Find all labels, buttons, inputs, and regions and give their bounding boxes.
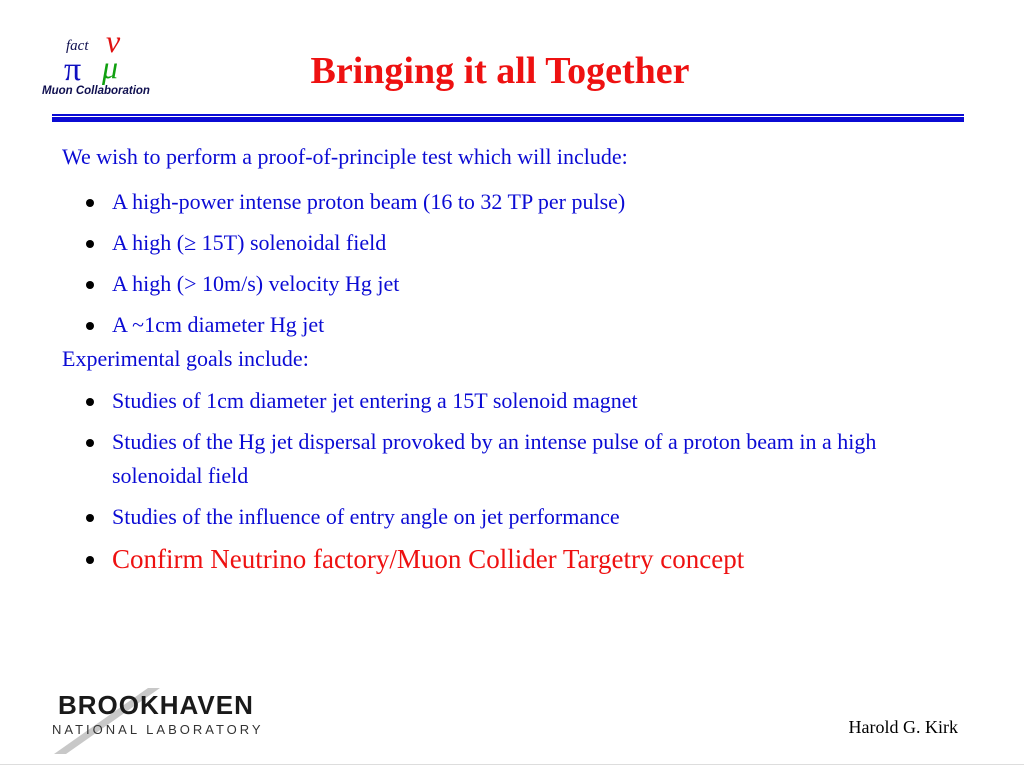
bullet-dot-icon [86, 322, 94, 330]
bullet-dot-icon [86, 514, 94, 522]
svg-text:μ: μ [102, 49, 119, 85]
bullet-dot-icon [86, 240, 94, 248]
muon-collaboration-logo [40, 22, 158, 98]
svg-text:BROOKHAVEN: BROOKHAVEN [58, 690, 254, 720]
brookhaven-logo [48, 684, 278, 758]
goals-heading: Experimental goals include: [62, 346, 309, 371]
list-item-text: A high (≥ 15T) solenoidal field [112, 230, 387, 255]
bullet-dot-icon [86, 556, 94, 564]
list-item [62, 384, 962, 418]
list-item-text: Studies of 1cm diameter jet entering a 15T solenoid magnet [112, 388, 638, 413]
svg-text:ν: ν [106, 23, 121, 59]
svg-text:fact: fact [66, 38, 89, 54]
list-item [62, 185, 962, 219]
list-item [62, 500, 962, 534]
list-item-text: A high-power intense proton beam (16 to 32 TP per pulse) [112, 189, 626, 214]
list-item [62, 267, 962, 301]
list-item [62, 226, 962, 260]
author-name: Harold G. Kirk [848, 717, 958, 737]
list-item-text: Studies of the Hg jet dispersal provoked by an intense pulse of a proton beam in a high solenoidal field [112, 429, 877, 488]
bullet-dot-icon [86, 281, 94, 289]
list-item-text: A ~1cm diameter Hg jet [112, 312, 325, 337]
bullet-dot-icon [86, 439, 94, 447]
list-item [62, 425, 962, 493]
footer-divider [0, 764, 1024, 765]
intro-text: We wish to perform a proof-of-principle test which will include: [62, 144, 628, 169]
slide-title: Bringing it all Together [310, 50, 690, 92]
list-item [62, 308, 962, 342]
title-divider-thick [52, 117, 964, 122]
bullet-dot-icon [86, 199, 94, 207]
list-item-text: Studies of the influence of entry angle on jet performance [112, 504, 620, 529]
svg-text:π: π [64, 51, 82, 88]
list-item-text: A high (> 10m/s) velocity Hg jet [112, 271, 400, 296]
title-divider-thin [52, 114, 964, 116]
conclusion-item [62, 541, 962, 577]
conclusion-text: Confirm Neutrino factory/Muon Collider Targetry concept [112, 544, 745, 574]
slide-body [62, 144, 962, 584]
svg-text:Muon Collaboration: Muon Collaboration [42, 85, 150, 97]
bullet-dot-icon [86, 398, 94, 406]
svg-text:NATIONAL LABORATORY: NATIONAL LABORATORY [52, 722, 264, 737]
